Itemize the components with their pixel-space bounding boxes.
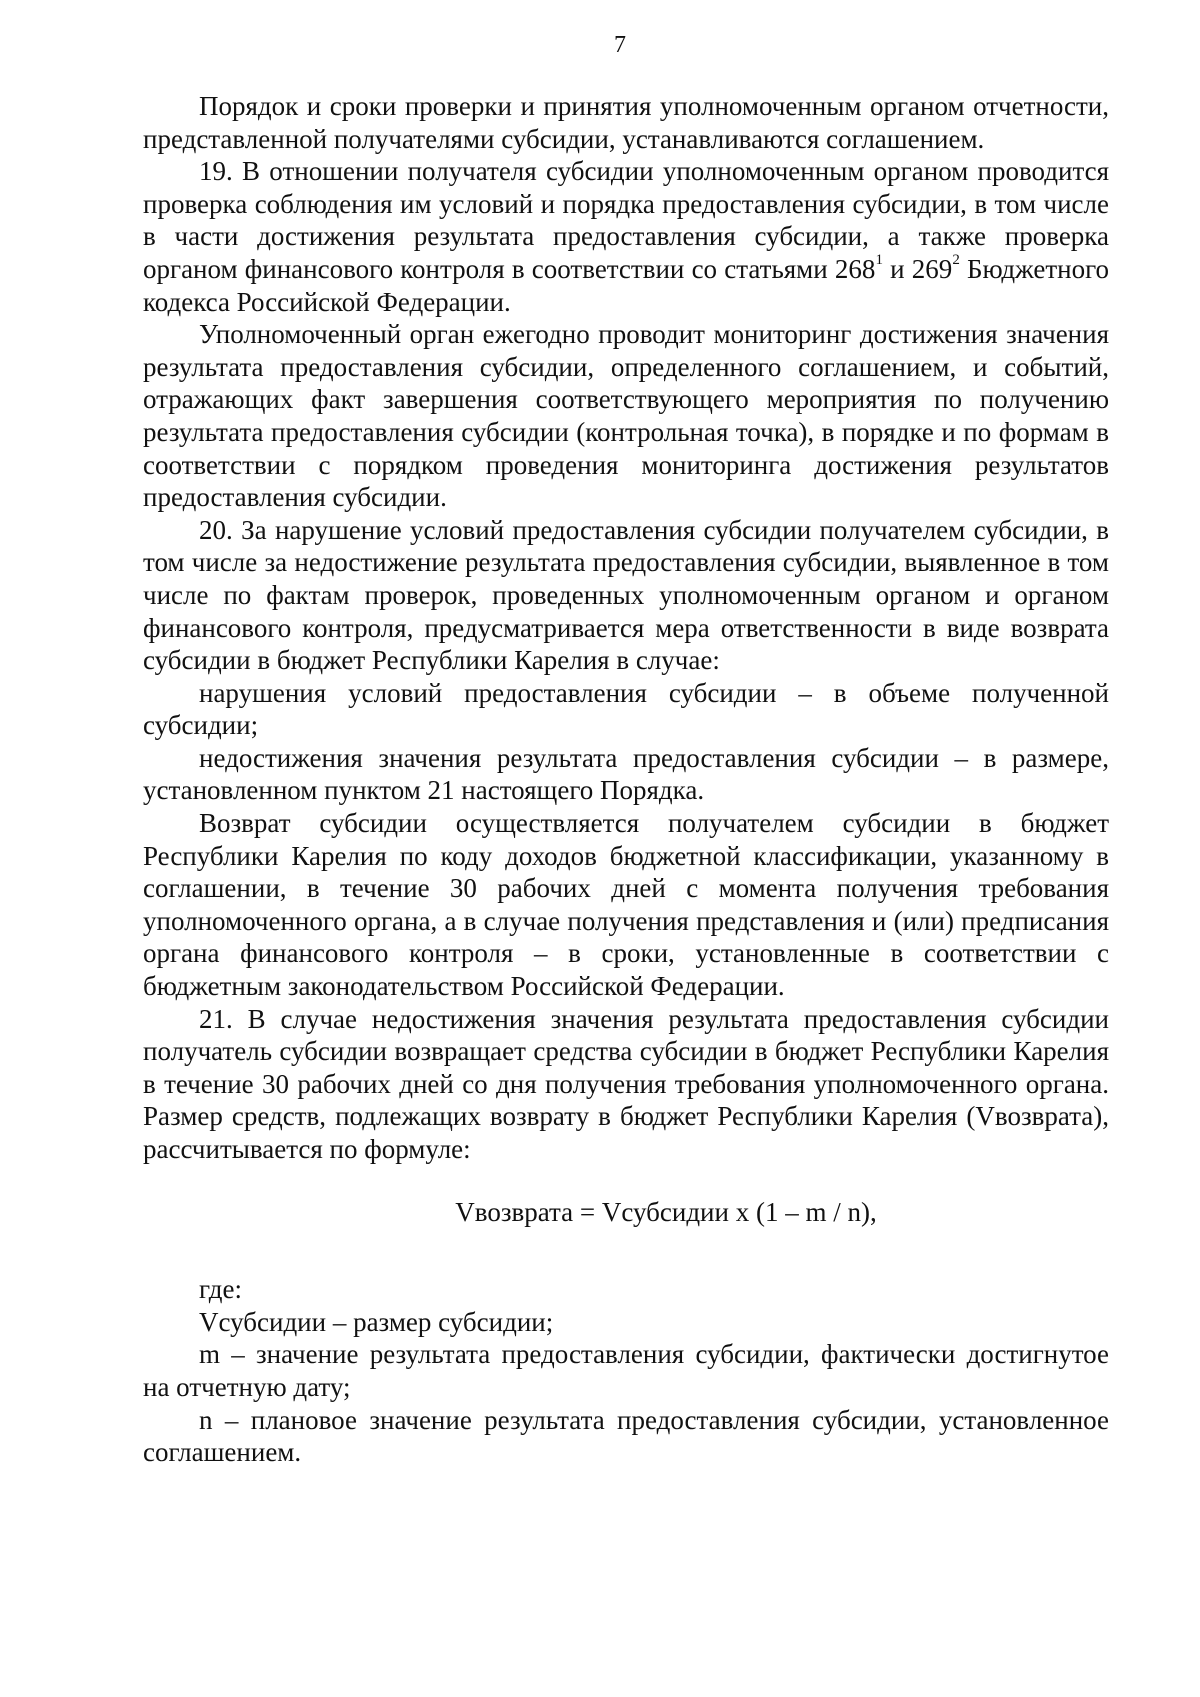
definition-n: n – плановое значение результата предоставления субсидии, установленное соглашением.	[143, 1404, 1109, 1468]
paragraph-21: 21. В случае недостижения значения результата предоставления субсидии получатель субсидии возвращает средства субсидии в бюджет Республики Карелия в течение 30 рабочих дней со дня получения требования уполномоченного органа. Размер средств, подлежащих возврату в бюджет Республики Карелия (Vвозврата), рассчитывается по формуле:	[143, 1003, 1109, 1164]
paragraph-monitoring: Уполномоченный орган ежегодно проводит мониторинг достижения значения результата предоставления субсидии, определенного соглашением, и событий, отражающих факт завершения соответствующего мероприятия по получению результата предоставления субсидии (контрольная точка), в порядке и по формам в соответствии с порядком проведения мониторинга достижения результатов предоставления субсидии.	[143, 319, 1109, 513]
paragraph-19-text: 19. В отношении получателя субсидии уполномоченным органом проводится проверка соблюдения им условий и порядка предоставления субсидии, в том числе в части достижения результата предоставления субсидии, а также проверка органом финансового контроля в соответствии со статьями 268	[143, 156, 1109, 284]
paragraph-20-nonachievement: недостижения значения результата предоставления субсидии – в размере, установленном пунктом 21 настоящего Порядка.	[143, 742, 1109, 806]
paragraph-20-violation: нарушения условий предоставления субсидии – в объеме полученной субсидии;	[143, 677, 1109, 741]
where-label: где:	[199, 1274, 242, 1305]
paragraph-reporting-check: Порядок и сроки проверки и принятия уполномоченным органом отчетности, представленной получателями субсидии, устанавливаются соглашением.	[143, 91, 1109, 154]
superscript-article-269: 2	[952, 251, 960, 268]
paragraph-19-text-end: Бюджетного кодекса Российской Федерации.	[143, 253, 1109, 317]
paragraph-19	[143, 155, 1109, 318]
document-body	[143, 90, 1109, 1469]
definition-m: m – значение результата предоставления субсидии, фактически достигнутое на отчетную дату;	[143, 1339, 1109, 1402]
paragraph-20: 20. За нарушение условий предоставления субсидии получателем субсидии, в том числе за недостижение результата предоставления субсидии, выявленное в том числе по фактам проверок, проведенных уполномоченным органом и органом финансового контроля, предусматривается мера ответственности в виде возврата субсидии в бюджет Республики Карелия в случае:	[143, 514, 1109, 676]
formula	[143, 1166, 1109, 1274]
superscript-article-268: 1	[875, 251, 883, 268]
definition-v-subsidy: Vсубсидии – размер субсидии;	[199, 1306, 554, 1337]
formula-text: Vвозврата = Vсубсидии x (1 – m / n),	[455, 1196, 877, 1227]
page-number: 7	[614, 32, 626, 58]
paragraph-return: Возврат субсидии осуществляется получателем субсидии в бюджет Республики Карелия по коду доходов бюджетной классификации, указанному в соглашении, в течение 30 рабочих дней с момента получения требования уполномоченного органа, а в случае получения представления и (или) предписания органа финансового контроля – в сроки, установленные в соответствии с бюджетным законодательством Российской Федерации.	[143, 808, 1109, 1002]
paragraph-19-text-middle: и 269	[882, 253, 953, 284]
